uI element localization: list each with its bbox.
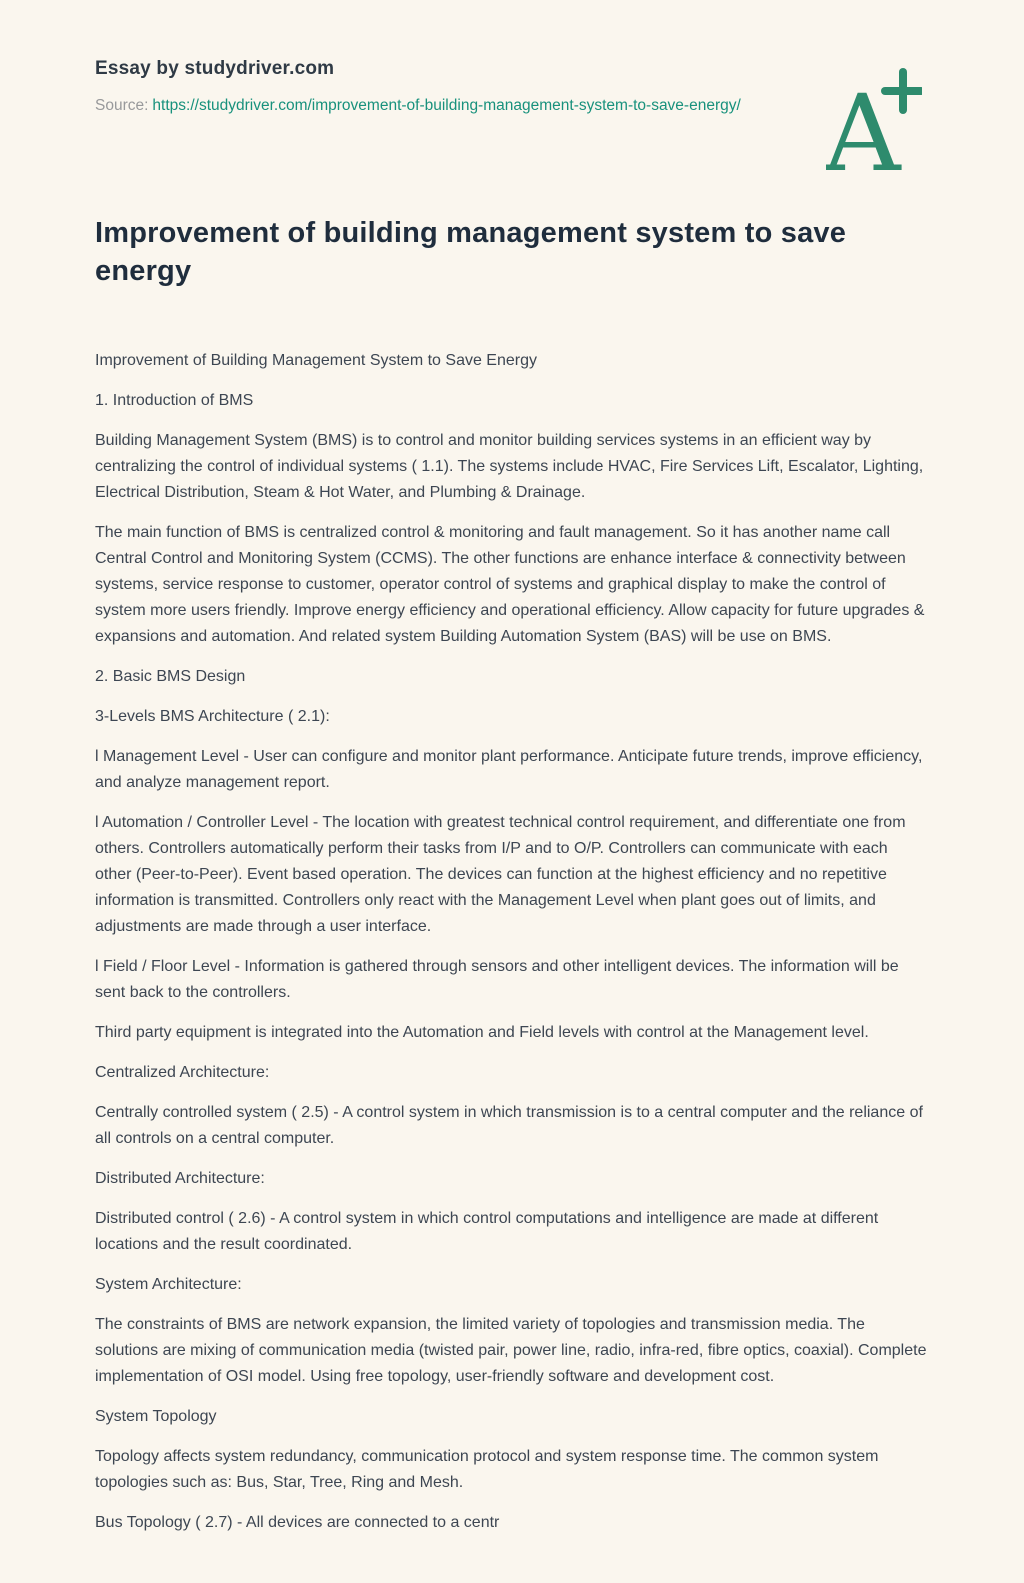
paragraph: l Automation / Controller Level - The location with greatest technical control requirement, and differentiate one from others. Controllers automatically perform their tasks from I/P and to O/P. Controllers can communicate with each other (Peer-to-Peer). Event based operation. The devices can function at the highest efficiency and no repetitive information is transmitted. Controllers only react with the Management Level when plant goes out of limits, and adjustments are made through a user interface. [95, 814, 906, 935]
a-plus-logo-icon [826, 66, 922, 178]
paragraph: Bus Topology ( 2.7) - All devices are connected to a centr [95, 1514, 500, 1531]
paragraph: Centrally controlled system ( 2.5) - A control system in which transmission is to a central computer and the reliance of all controls on a central computer. [95, 1104, 923, 1147]
paragraph: 3-Levels BMS Architecture ( 2.1): [95, 708, 330, 725]
source-url-link[interactable]: https://studydriver.com/improvement-of-building-management-system-to-save-energy/ [152, 97, 741, 114]
paragraph: 1. Introduction of BMS [95, 392, 254, 409]
page-title: Improvement of building management system to save energy [95, 217, 847, 287]
paragraph: 2. Basic BMS Design [95, 668, 246, 685]
page-header [95, 58, 929, 118]
paragraph: The constraints of BMS are network expansion, the limited variety of topologies and transmission media. The solutions are mixing of communication media (twisted pair, power line, radio, infra-red, fibre optics, coaxial). Complete implementation of OSI model. Using free topology, user-friendly software and development cost. [95, 1316, 927, 1385]
byline: Essay by studydriver.com [95, 58, 335, 79]
source-line [95, 94, 755, 118]
article-body [95, 348, 927, 1536]
paragraph: Distributed control ( 2.6) - A control system in which control computations and intelligence are made at different locations and the result coordinated. [95, 1210, 879, 1253]
paragraph: The main function of BMS is centralized control & monitoring and fault management. So it has another name call Central Control and Monitoring System (CCMS). The other functions are enhance interface & connectivity between systems, service response to customer, operator control of systems and graphical display to make the control of system more users friendly. Improve energy efficiency and operational efficiency. Allow capacity for future upgrades & expansions and automation. And related system Building Automation System (BAS) will be use on BMS. [95, 524, 925, 645]
paragraph: l Management Level - User can configure and monitor plant performance. Anticipate future trends, improve efficiency, and analyze management report. [95, 748, 923, 791]
paragraph: System Topology [95, 1408, 217, 1425]
paragraph: Improvement of Building Management System to Save Energy [95, 352, 537, 369]
studydriver-logo [826, 66, 922, 178]
paragraph: Topology affects system redundancy, communication protocol and system response time. The common system topologies such as: Bus, Star, Tree, Ring and Mesh. [95, 1448, 879, 1491]
paragraph: Distributed Architecture: [95, 1170, 265, 1187]
source-label: Source: [95, 97, 149, 114]
paragraph: Centralized Architecture: [95, 1064, 270, 1081]
paragraph: Third party equipment is integrated into the Automation and Field levels with control at the Management level. [95, 1024, 869, 1041]
paragraph: System Architecture: [95, 1276, 242, 1293]
svg-text:A: A [826, 72, 901, 178]
paragraph: l Field / Floor Level - Information is gathered through sensors and other intelligent devices. The information will be sent back to the controllers. [95, 958, 899, 1001]
paragraph: Building Management System (BMS) is to control and monitor building services systems in an efficient way by centralizing the control of individual systems ( 1.1). The systems include HVAC, Fire Services Lift, Escalator, Lighting, Electrical Distribution, Steam & Hot Water, and Plumbing & Drainage. [95, 432, 924, 501]
